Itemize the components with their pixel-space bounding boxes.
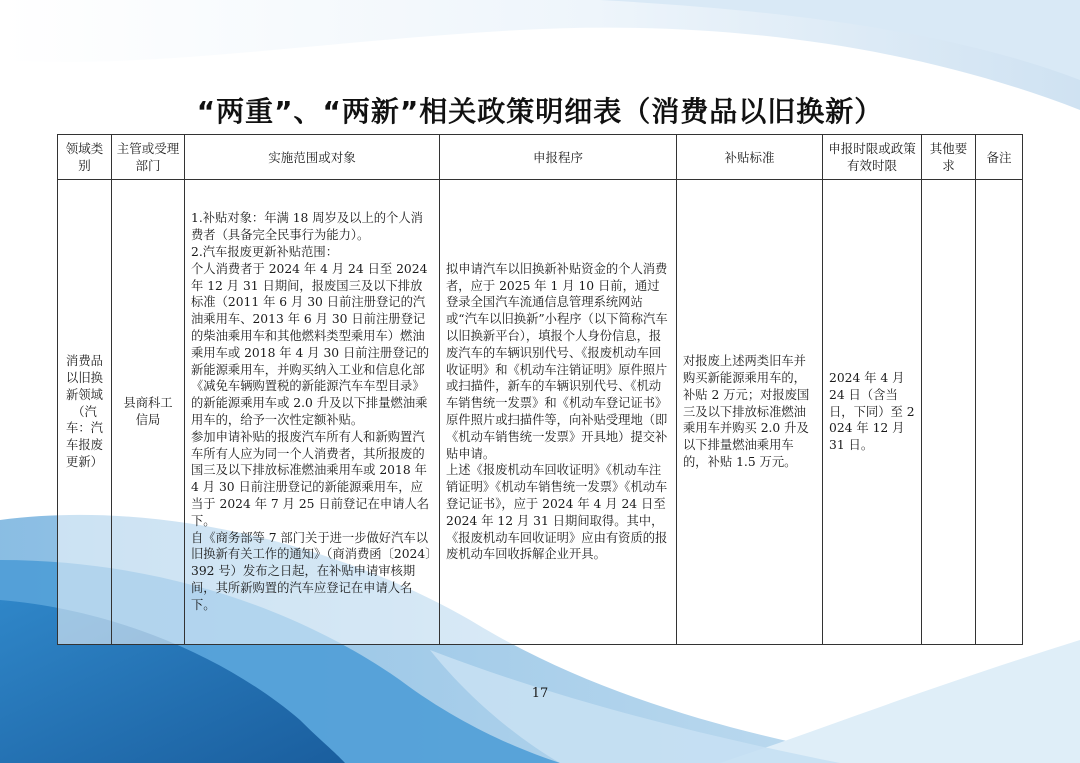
procedure-text: 拟申请汽车以旧换新补贴资金的个人消费者，应于 2025 年 1 月 10 日前，通过登录全国汽车流通信息管理系统网站或“汽车以旧换新”小程序（以下简称汽车以旧换新平台），填报个人身份信息，报废汽车的车辆识别代号、《报废机动车回收证明》和《机动车注销证明》原件照片或扫描件，新车的车辆识别代号、《机动车销售统一发票》和《机动车登记证书》原件照片或扫描件等，向补贴受理地（即《机动车销售统一发票》开具地）提交补贴申请。 上述《报废机动车回收证明》《机动车注销证明》《机动车销售统一发票》《机动车登记证书》，应于 2024 年 4 月 24 日至 2024 年 12 月 31 日期间取得。其中，《报废机动车回收证明》应由有资质的报废机动车回收拆解企业开具。: [446, 261, 668, 562]
header-scope: 实施范围或对象: [185, 135, 440, 180]
table-header-row: [58, 135, 1023, 180]
cell-deadline: 2024 年 4 月 24 日（含当日，下同）至 2024 年 12 月 31 日。: [823, 180, 922, 645]
header-deadline: 申报时限或政策有效时限: [823, 135, 922, 180]
cell-department: 县商科工信局: [112, 180, 185, 645]
header-standard: 补贴标准: [677, 135, 823, 180]
policy-table: [57, 134, 1023, 645]
cell-remark: [976, 180, 1023, 645]
cell-other: [922, 180, 976, 645]
header-department: 主管或受理部门: [112, 135, 185, 180]
header-domain: 领域类别: [58, 135, 112, 180]
cell-domain: 消费品以旧换新领域（汽车：汽车报废更新）: [58, 180, 112, 645]
cell-standard: 对报废上述两类旧车并购买新能源乘用车的，补贴 2 万元；对报废国三及以下排放标准燃油乘用车并购买 2.0 升及以下排量燃油乘用车的，补贴 1.5 万元。: [677, 180, 823, 645]
header-remark: 备注: [976, 135, 1023, 180]
header-procedure: 申报程序: [440, 135, 677, 180]
table-row: [58, 180, 1023, 645]
cell-scope: [185, 180, 440, 645]
cell-procedure: [440, 180, 677, 645]
page-number: 17: [531, 686, 549, 701]
scope-text: 1.补贴对象：年满 18 周岁及以上的个人消费者（具备完全民事行为能力）。 2.汽车报废更新补贴范围： 个人消费者于 2024 年 4 月 24 日至 2024 年 12 月 31 日期间，报废国三及以下排放标准（2011 年 6 月 30 日前注册登记的汽油乘用车、2013 年 6 月 30 日前注册登记的柴油乘用车和其他燃料类型乘用车）燃油乘用车或 2018 年 4 月 30 日前注册登记的新能源乘用车，并购买纳入工业和信息化部《减免车辆购置税的新能源汽车车型目录》的新能源乘用车或 2.0 升及以下排量燃油乘用车的，给予一次性定额补贴。 参加申请补贴的报废汽车所有人和新购置汽车所有人应为同一个人消费者，其所报废的国三及以下排放标准燃油乘用车或 2018 年 4 月 30 日前注册登记的新能源乘用车，应当于 2024 年 7 月 25 日前登记在申请人名下。 自《商务部等 7 部门关于进一步做好汽车以旧换新有关工作的通知》（商消费函〔2024〕392 号）发布之日起，在补贴申请审核期间，其所新购置的汽车应登记在申请人名下。: [191, 211, 432, 612]
page-title: “两重”、“两新”相关政策明细表（消费品以旧换新）: [196, 95, 884, 128]
header-other: 其他要求: [922, 135, 976, 180]
